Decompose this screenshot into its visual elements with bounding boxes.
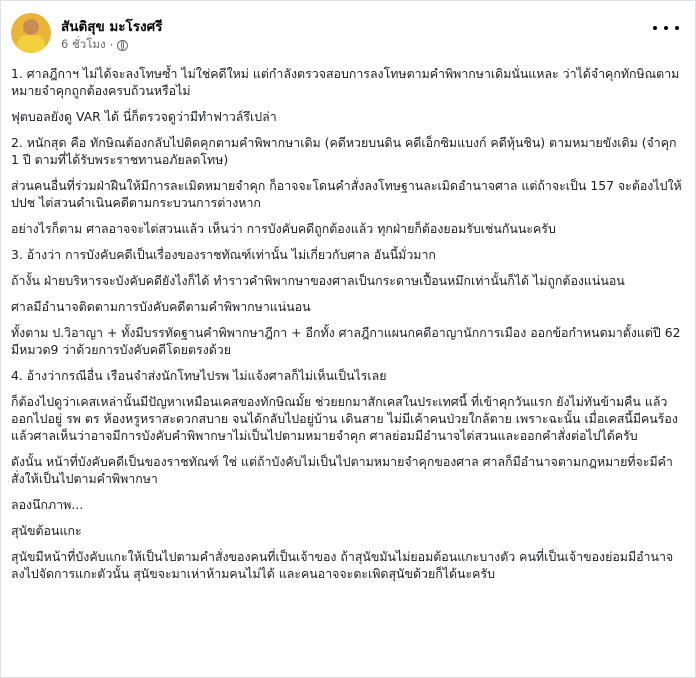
paragraph-7: ถ้างั้น ฝ่ายบริหารจะบังคับคดียังไงก็ได้ ทำราวคำพิพากษาของศาลเป็นกระดาษเปื้อนหมึกเท่านั้นก็ได้ ไม่ถูกต้องแน่นอน [11,273,625,288]
paragraph-3: 2. หนักสุด คือ ทักษิณต้องกลับไปติดคุกตามคำพิพากษาเดิม (คดีหวยบนดิน คดีเอ็กซิมแบงก์ คดีหุ้นชิน) ตามหมายขังเดิม (จำคุก 1 ปี ตามที่ได้รับพระราชทานอภัยลดโทษ) [11,135,677,167]
paragraph-4: ส่วนคนอื่นที่ร่วมฝ่าฝืนให้มีการละเมิดหมายจำคุก ก็อาจจะโดนคำสั่งลงโทษฐานละเมิดอำนาจศาล แต่ถ้าจะเป็น 157 จะต้องไปให้ ปปช ไต่สวนดำเนินคดีตามกระบวนการต่างหาก [11,178,682,210]
paragraph-2: ฟุตบอลยังดู VAR ได้ นี่ก็ตรวจดูว่ามีทำฟาวล์รึเปล่า [11,109,277,124]
paragraph-8: ศาลมีอำนาจติดตามการบังคับคดีตามคำพิพากษาแน่นอน [11,299,311,314]
more-options-icon[interactable] [653,19,679,37]
paragraph-1: 1. ศาลฎีกาฯ ไม่ได้จะลงโทษซ้ำ ไม่ใช่คดีใหม่ แต่กำลังตรวจสอบการลงโทษตามคำพิพากษาเดิมนั่นแหละ ว่าได้จำคุกทักษิณตามหมายจำคุกถูกต้องครบถ้วนหรือไม่ [11,66,680,98]
separator-dot: · [109,38,114,52]
paragraph-13: ลองนึกภาพ... [11,497,84,512]
paragraph-6: 3. อ้างว่า การบังคับคดีเป็นเรื่องของราชทัณฑ์เท่านั้น ไม่เกี่ยวกับศาล อันนี้มั่วมาก [11,247,436,262]
paragraph-14: สุนัขต้อนแกะ [11,523,82,538]
globe-icon[interactable] [117,40,128,51]
post-time[interactable]: 6 ชั่วโมง [61,37,106,51]
avatar[interactable] [11,13,51,53]
post-header [11,13,685,57]
paragraph-9: ทั้งตาม ป.วิอาญา + ทั้งมีบรรทัดฐานคำพิพากษาฎีกา + อีกทั้ง ศาลฎีกาแผนกคดีอาญานักการเมือง ออกข้อกำหนดมาตั้งแต่ปี 62 มีหมวด9 ว่าด้วยการบังคับคดีโดยตรงด้วย [11,325,681,357]
post-body [11,65,683,591]
paragraph-15: สุนัขมีหน้าที่บังคับแกะให้เป็นไปตามคำสั่งของคนที่เป็นเจ้าของ ถ้าสุนัขมันไม่ยอมต้อนแกะบางตัว คนที่เป็นเจ้าของย่อมมีอำนาจลงไปจัดการแกะตัวนั้น สุนัขจะมาเห่าห้ามคนไม่ได้ และคนอาจจะตะเพิดสุนัขด้วยก็ได้นะครับ [11,549,674,581]
avatar-body [17,35,45,53]
paragraph-10: 4. อ้างว่ากรณีอื่น เรือนจำส่งนักโทษไปรพ ไม่แจ้งศาลก็ไม่เห็นเป็นไรเลย [11,368,387,383]
post-meta [61,36,128,54]
author-name[interactable]: สันติสุข มะโรงศรี [61,19,163,35]
paragraph-11: ก็ต้องไปดูว่าเคสเหล่านั้นมีปัญหาเหมือนเคสของทักษิณมั้ย ช่วยยกมาสักเคสในประเทศนี้ ที่เข้าคุกวันแรก ยังไม่ทันข้ามคืน แล้วออกไปอยู่ รพ ตร ห้องหรูหราสะดวกสบาย จนได้กลับไปอยู่บ้าน เดินสาย ไม่มีเค้าคนป่วยใกล้ตาย เพราะฉะนั้น เมื่อเคสนี้มีคนร้อง แล้วศาลเห็นว่าอาจมีการบังคับคำพิพากษาไม่เป็นไปตามหมายจำคุก ศาลย่อมมีอำนาจไต่สวนและออกคำสั่งต่อไปได้ครับ [11,394,678,443]
paragraph-12: ดังนั้น หน้าที่บังคับคดีเป็นของราชทัณฑ์ ใช่ แต่ถ้าบังคับไม่เป็นไปตามหมายจำคุกของศาล ศาลก็มีอำนาจตามกฎหมายที่จะมีคำสั่งให้เป็นไปตามคำพิพากษา [11,454,673,486]
paragraph-5: อย่างไรก็ตาม ศาลอาจจะไต่สวนแล้ว เห็นว่า การบังคับคดีถูกต้องแล้ว ทุกฝ่ายก็ต้องยอมรับเช่นกันนะครับ [11,221,556,236]
avatar-face [23,19,39,35]
